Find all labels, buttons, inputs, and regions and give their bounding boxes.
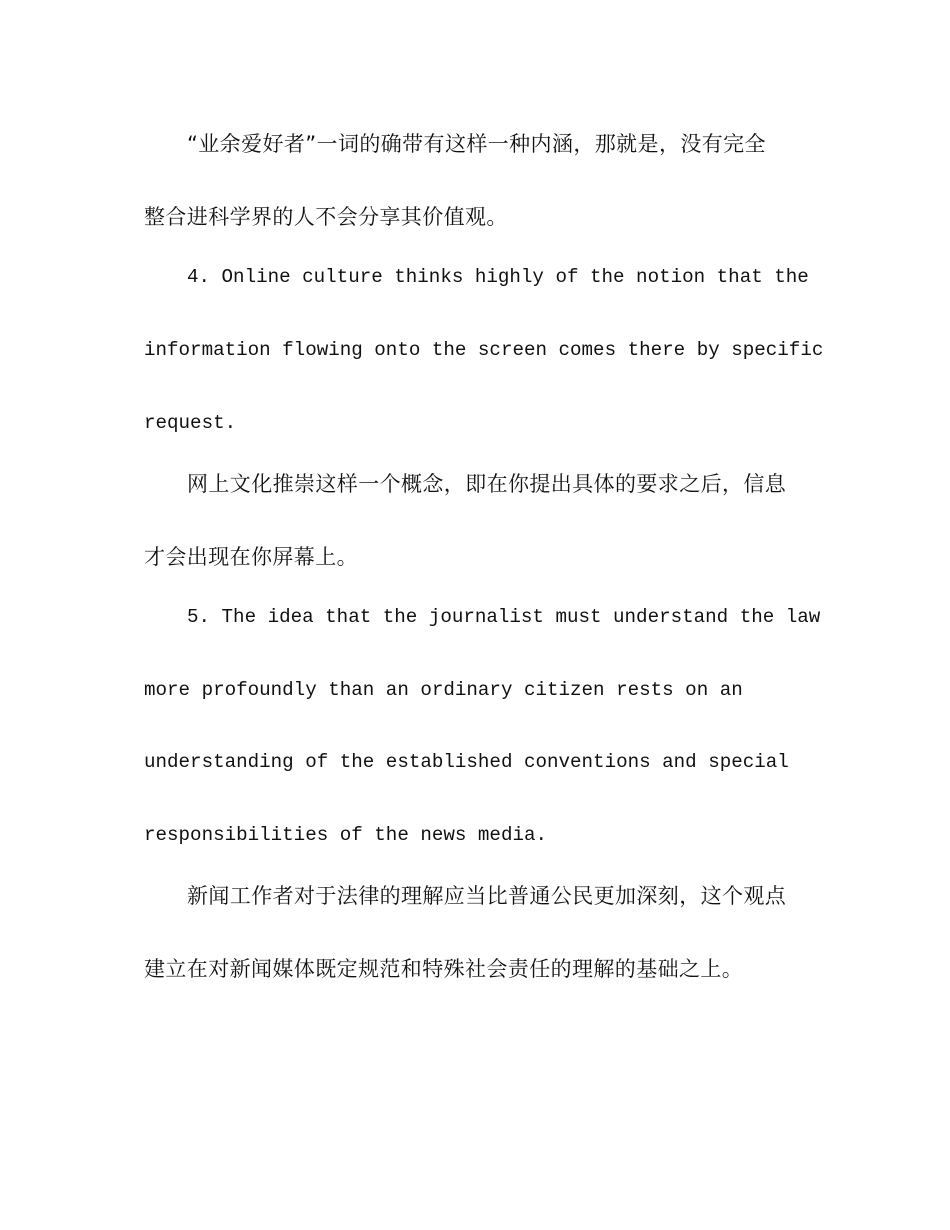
text-line-en: 5. The idea that the journalist must understand the law [187,606,821,628]
text-line-zh: 建立在对新闻媒体既定规范和特殊社会责任的理解的基础之上。 [144,957,744,981]
text-line-en: understanding of the established conventions and special [144,751,789,773]
text-line-zh: 新闻工作者对于法律的理解应当比普通公民更加深刻，这个观点 [187,884,787,908]
text-line-en: request. [144,412,237,434]
text-line-zh: 网上文化推崇这样一个概念，即在你提出具体的要求之后，信息 [187,472,787,496]
text-line-zh: 才会出现在你屏幕上。 [144,545,358,569]
text-line-en: responsibilities of the news media. [144,824,548,846]
text-line-en: more profoundly than an ordinary citizen rests on an [144,679,743,701]
text-line-zh: 整合进科学界的人不会分享其价值观。 [144,205,508,229]
text-line-en: 4. Online culture thinks highly of the notion that the [187,266,809,288]
text-line-en: information flowing onto the screen comes there by specific [144,339,824,361]
text-line-zh: “业余爱好者”一词的确带有这样一种内涵，那就是，没有完全 [187,132,766,156]
